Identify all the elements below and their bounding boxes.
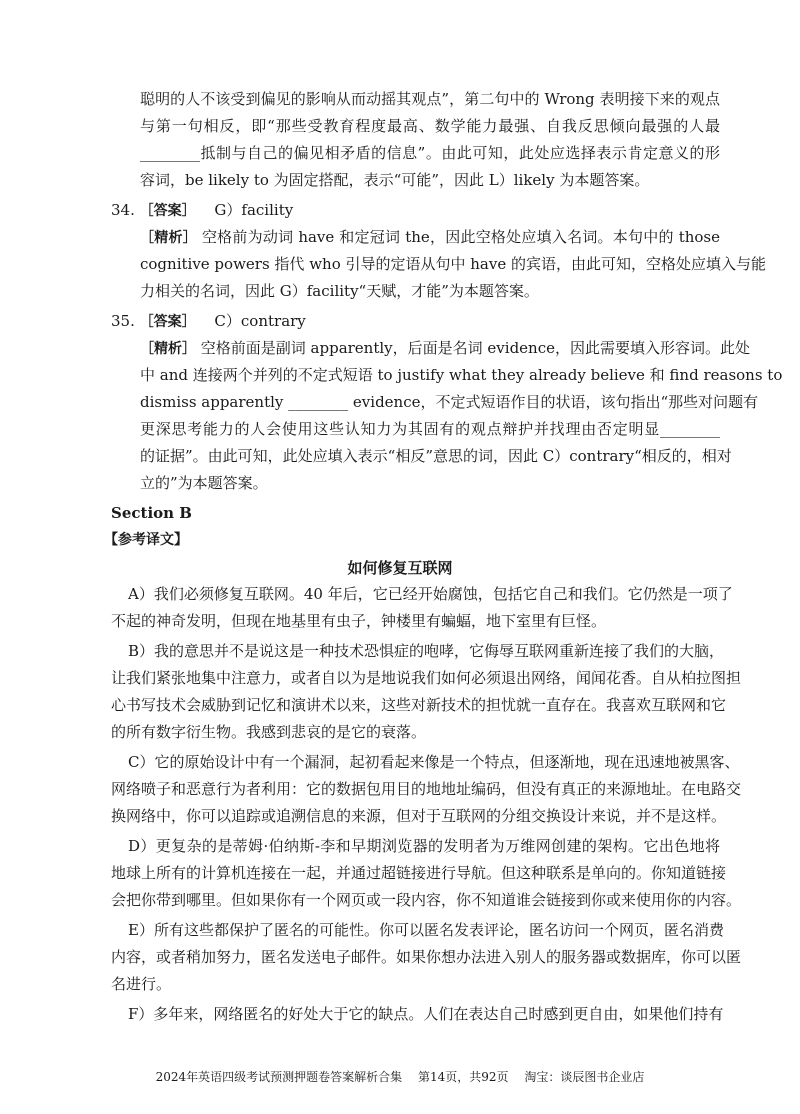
q33-line-1: 聪明的人不该受到偏见的影响从而动摇其观点”，第二句中的 Wrong 表明接下来的观点 (140, 90, 720, 108)
para-d-line-3: 会把你带到哪里。但如果你有一个网页或一段内容，你不知道谁会链接到你或来使用你的内容。 (111, 891, 742, 909)
q35-analysis-line-4: 更深思考能力的人会使用这些认知力为其固有的观点辩护并找理由否定明显________ (140, 420, 720, 438)
q35-number: 35. (111, 312, 135, 330)
section-heading: Section B (111, 504, 192, 522)
para-a-line-2: 不起的神奇发明，但现在地基里有虫子，钟楼里有蝙蝠，地下室里有巨怪。 (111, 612, 607, 630)
q34-analysis-line-3: 力相关的名词，因此 G）facility“天赋，才能”为本题答案。 (140, 282, 539, 300)
para-c-line-2: 网络喷子和恶意行为者利用：它的数据包用目的地地址编码，但没有真正的来源地址。在电路交 (111, 780, 742, 798)
para-d-line-1: D）更复杂的是蒂姆·伯纳斯-李和早期浏览器的发明者为万维网创建的架构。它出色地将 (128, 837, 720, 855)
q34-analysis-first: 空格前为动词 have 和定冠词 the，因此空格处应填入名词。本句中的 those (201, 228, 720, 246)
q35-answer-row (111, 311, 306, 332)
q34-answer: G）facility (214, 201, 294, 219)
article-title: 如何修复互联网 (347, 559, 453, 577)
q35-analysis-line-2: 中 and 连接两个并列的不定式短语 to justify what they already believe 和 find reasons to (140, 366, 783, 384)
q34-answer-tag: ［答案］ (139, 203, 196, 219)
q34-answer-row (111, 200, 293, 221)
q33-line-3: ________抵制与自己的偏见相矛盾的信息”。由此可知，此处应选择表示肯定意义的形 (140, 144, 720, 162)
q35-analysis-line-6: 立的”为本题答案。 (140, 474, 268, 492)
q35-analysis-first: 空格前面是副词 apparently，后面是名词 evidence，因此需要填入形容词。此处 (200, 339, 750, 357)
para-c-line-1: C）它的原始设计中有一个漏洞，起初看起来像是一个特点，但逐渐地，现在迅速地被黑客、 (128, 753, 740, 771)
q34-analysis-line-1 (140, 227, 720, 248)
para-d-line-2: 地球上所有的计算机连接在一起，并通过超链接进行导航。但这种联系是单向的。你知道链接 (111, 864, 727, 882)
reference-translation-label: 【参考译文】 (104, 532, 188, 548)
q35-analysis-line-1 (140, 338, 750, 359)
footer-shop: 淘宝：谈辰图书企业店 (524, 1070, 645, 1084)
para-e-line-3: 名进行。 (111, 975, 172, 993)
q35-answer-tag: ［答案］ (139, 314, 196, 330)
page-footer (0, 1069, 800, 1085)
para-b-line-1: B）我的意思并不是说这是一种技术恐惧症的咆哮，它侮辱互联网重新连接了我们的大脑， (128, 642, 725, 660)
q35-answer: C）contrary (214, 312, 306, 330)
footer-source: 2024年英语四级考试预测押题卷答案解析合集 (155, 1070, 403, 1084)
para-a-line-1: A）我们必须修复互联网。40 年后，它已经开始腐蚀，包括它自己和我们。它仍然是一项了 (128, 585, 733, 603)
para-e-line-1: E）所有这些都保护了匿名的可能性。你可以匿名发表评论，匿名访问一个网页，匿名消费 (128, 921, 724, 939)
q34-analysis-tag: ［精析］ (140, 230, 197, 246)
q35-analysis-line-5: 的证据”。由此可知，此处应填入表示“相反”意思的词，因此 C）contrary“相反的，相对 (140, 447, 732, 465)
footer-page-number: 第14页，共92页 (417, 1070, 509, 1084)
para-b-line-3: 心书写技术会威胁到记忆和演讲术以来，这些对新技术的担忧就一直存在。我喜欢互联网和它 (111, 696, 727, 714)
para-f-line-1: F）多年来，网络匿名的好处大于它的缺点。人们在表达自己时感到更自由，如果他们持有 (128, 1005, 724, 1023)
para-e-line-2: 内容，或者稍加努力，匿名发送电子邮件。如果你想办法进入别人的服务器或数据库，你可以匿 (111, 948, 742, 966)
para-b-line-2: 让我们紧张地集中注意力，或者自以为是地说我们如何必须退出网络，闻闻花香。自从柏拉图担 (111, 669, 742, 687)
q33-line-4: 容词，be likely to 为固定搭配，表示“可能”，因此 L）likely 为本题答案。 (140, 171, 650, 189)
para-c-line-3: 换网络中，你可以追踪或追溯信息的来源，但对于互联网的分组交换设计来说，并不是这样。 (111, 807, 727, 825)
q33-line-2: 与第一句相反，即“那些受教育程度最高、数学能力最强、自我反思倾向最强的人最 (140, 117, 720, 135)
q35-analysis-tag: ［精析］ (140, 341, 196, 357)
q34-analysis-line-2: cognitive powers 指代 who 引导的定语从句中 have 的宾语，由此可知，空格处应填入与能 (140, 255, 766, 273)
para-b-line-4: 的所有数字衍生物。我感到悲哀的是它的衰落。 (111, 723, 427, 741)
q35-analysis-line-3: dismiss apparently ________ evidence，不定式短语作目的状语，该句指出“那些对问题有 (140, 393, 759, 411)
q34-number: 34. (111, 201, 135, 219)
